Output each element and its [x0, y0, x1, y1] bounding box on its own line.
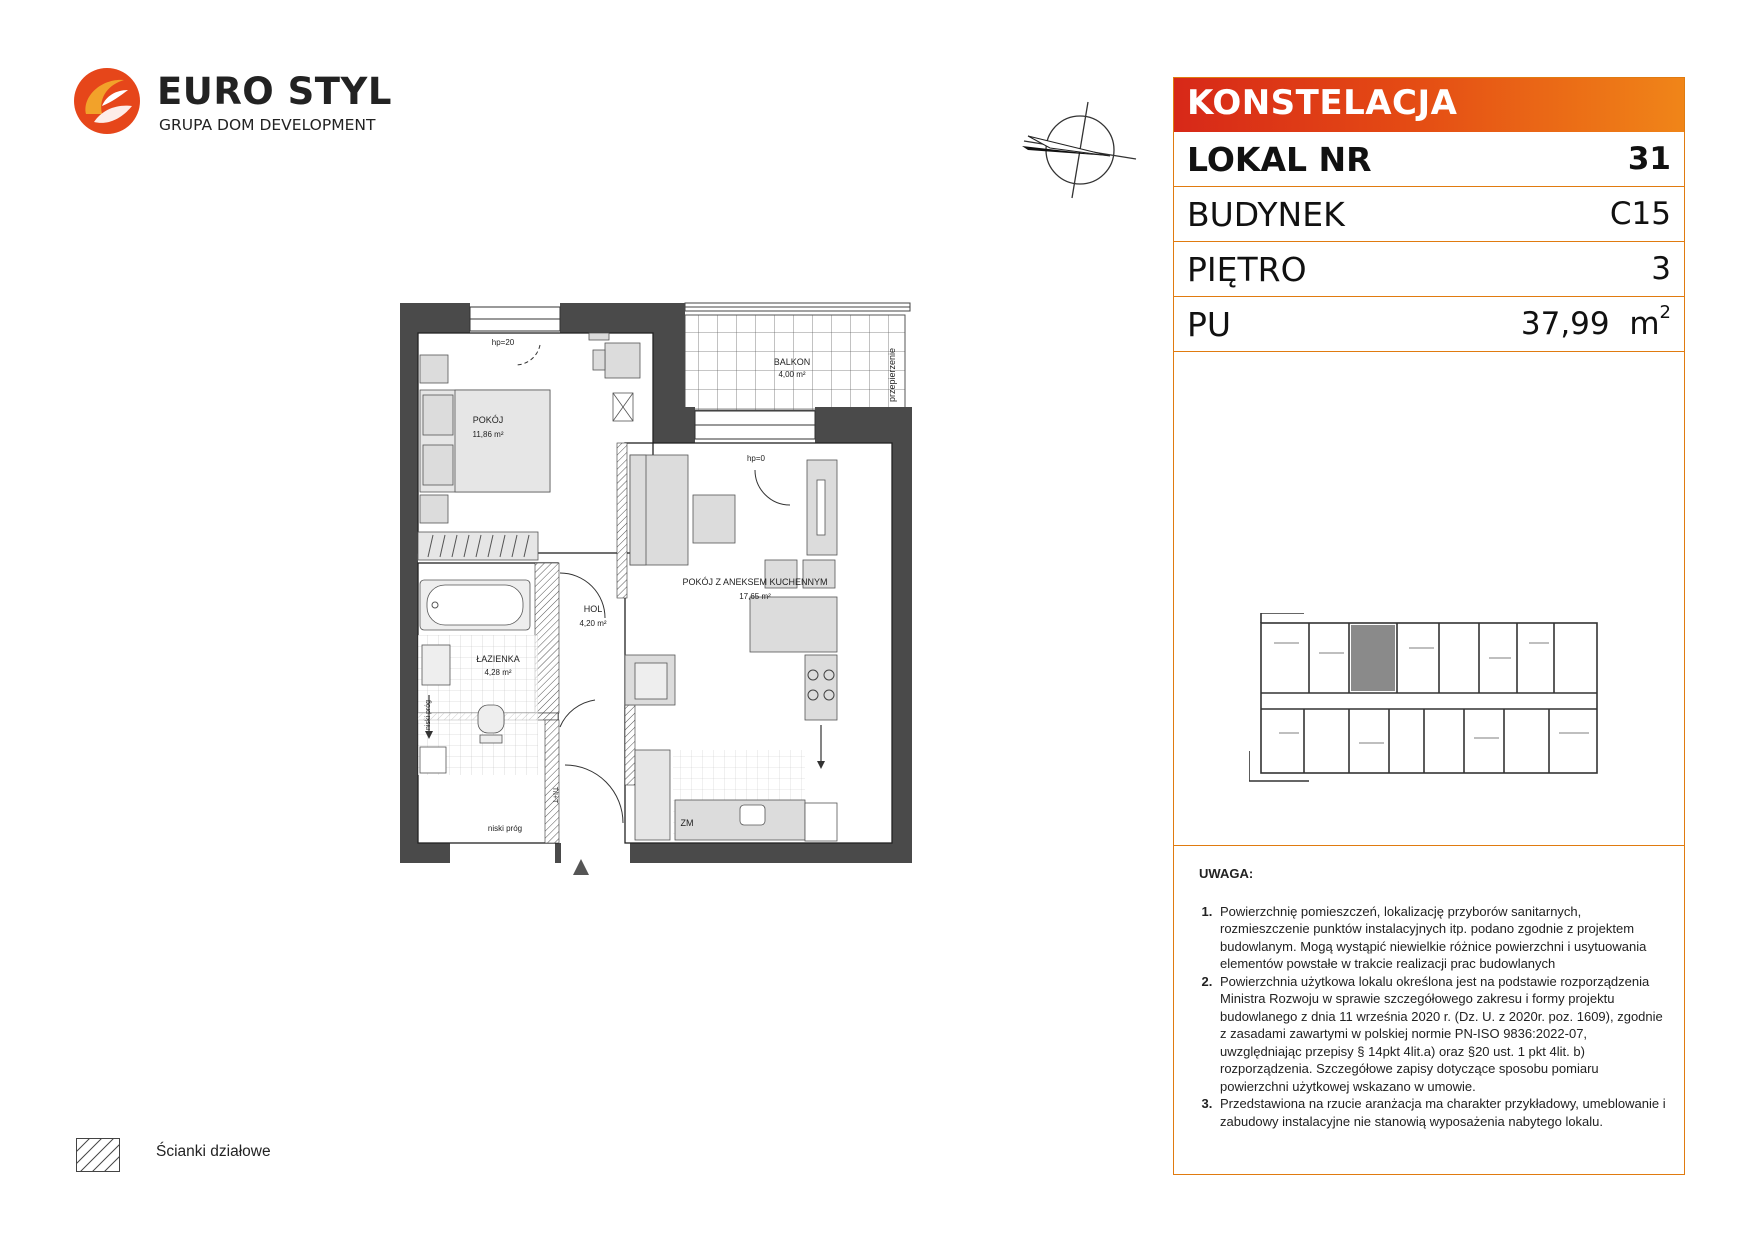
- low-threshold-vertical-label: niski próg: [425, 700, 432, 730]
- apartment-info-panel: [1173, 77, 1685, 1175]
- hatch-pattern-icon: [76, 1138, 120, 1172]
- kitchen-units: [625, 655, 837, 841]
- flame-logo-icon: [72, 66, 142, 136]
- row-unit-number: [1174, 132, 1684, 187]
- row-floor: [1174, 242, 1684, 297]
- room-area-hall: 4,20 m²: [579, 619, 607, 628]
- brand-name: EURO STYL: [157, 70, 392, 113]
- room-name-living: POKÓJ Z ANEKSEM KUCHENNYM: [682, 577, 828, 587]
- legend-label: Ścianki działowe: [156, 1143, 271, 1160]
- low-threshold-label: niski próg: [487, 824, 523, 833]
- brand-logo: [72, 66, 392, 146]
- usable-area-unit-sup: 2: [1659, 302, 1671, 323]
- room-name-bedroom: POKÓJ: [472, 415, 504, 425]
- north-arrow-icon: [1020, 98, 1140, 202]
- usable-area-value: 37,99: [1520, 306, 1610, 342]
- note-item: 1. Powierzchnię pomieszczeń, lokalizację przyborów sanitarnych, rozmieszczenie punktów instalacyjnych itp. podano zgodnie z projektem budowlanym. Mogą wystąpić niewielkie różnice powierzchni i usytuowania elementów powstałe w trakcie realizacji prac budowlanych: [1216, 903, 1669, 973]
- floor-value: 3: [1651, 251, 1671, 287]
- brand-subtitle: GRUPA DOM DEVELOPMENT: [159, 116, 376, 134]
- floor-plan: [395, 295, 935, 885]
- building-key-plan: [1249, 613, 1609, 793]
- usable-area-unit: m: [1629, 306, 1660, 342]
- note-item: 3. Przedstawiona na rzucie aranżacja ma charakter przykładowy, umeblowanie i zabudowy instalacyjne nie stanowią wyposażenia nabytego lokalu.: [1216, 1095, 1669, 1130]
- building-label: BUDYNEK: [1187, 195, 1345, 234]
- notes-section: [1199, 865, 1669, 1130]
- partition-label: przepierzenie: [887, 347, 897, 403]
- row-building: [1174, 187, 1684, 242]
- meter-label: ZM: [680, 818, 694, 828]
- highlighted-unit: [1351, 625, 1395, 691]
- row-usable-area: [1174, 297, 1684, 352]
- usable-area-label: PU: [1187, 305, 1232, 344]
- note-item: 2. Powierzchnia użytkowa lokalu określona jest na podstawie rozporządzenia Ministra Rozwoju w sprawie szczegółowego zakresu i formy projektu budowlanego z dnia 11 września 2020 r. (Dz. U. z 2020r. poz. 1609), zgodnie z zasadami zawartymi w polskiej normie PN-ISO 9836:2022-07, uwzględniając przepisy § 14pkt 4lit.a) oraz §20 ust. 1 pkt 4lit. b) rozporządzenia. Szczegółowe zapisy dotyczące sposobu pomiaru powierzchni użytkowej wskazano w umowie.: [1216, 973, 1669, 1096]
- wardrobe: [418, 532, 538, 560]
- hp-living-label: hp=0: [746, 454, 766, 463]
- room-area-living: 17,65 m²: [739, 592, 771, 601]
- entrance-marker-icon: [573, 859, 589, 875]
- floor-label: PIĘTRO: [1187, 250, 1307, 289]
- hp-bedroom-label: hp=20: [491, 338, 515, 347]
- installation-label: T/I+T: [551, 786, 558, 804]
- room-area-balcony: 4,00 m²: [778, 370, 806, 379]
- unit-number-label: LOKAL NR: [1187, 140, 1372, 179]
- notes-list: [1199, 903, 1669, 1131]
- unit-number-value: 31: [1627, 141, 1671, 177]
- notes-divider: [1174, 845, 1684, 846]
- room-name-bathroom: ŁAZIENKA: [476, 654, 520, 664]
- panel-header: [1174, 78, 1684, 132]
- room-name-balcony: BALKON: [773, 357, 811, 367]
- room-area-bedroom: 11,86 m²: [472, 430, 504, 439]
- living-furniture: [630, 455, 837, 652]
- bedroom-furniture: [420, 333, 640, 523]
- project-name: KONSTELACJA: [1187, 83, 1458, 123]
- room-area-bathroom: 4,28 m²: [484, 668, 512, 677]
- room-name-hall: HOL: [583, 604, 603, 614]
- notes-title: UWAGA:: [1199, 866, 1254, 881]
- bathroom-fixtures: [418, 580, 538, 775]
- usable-area-value-group: [1520, 302, 1671, 342]
- building-value: C15: [1609, 196, 1671, 232]
